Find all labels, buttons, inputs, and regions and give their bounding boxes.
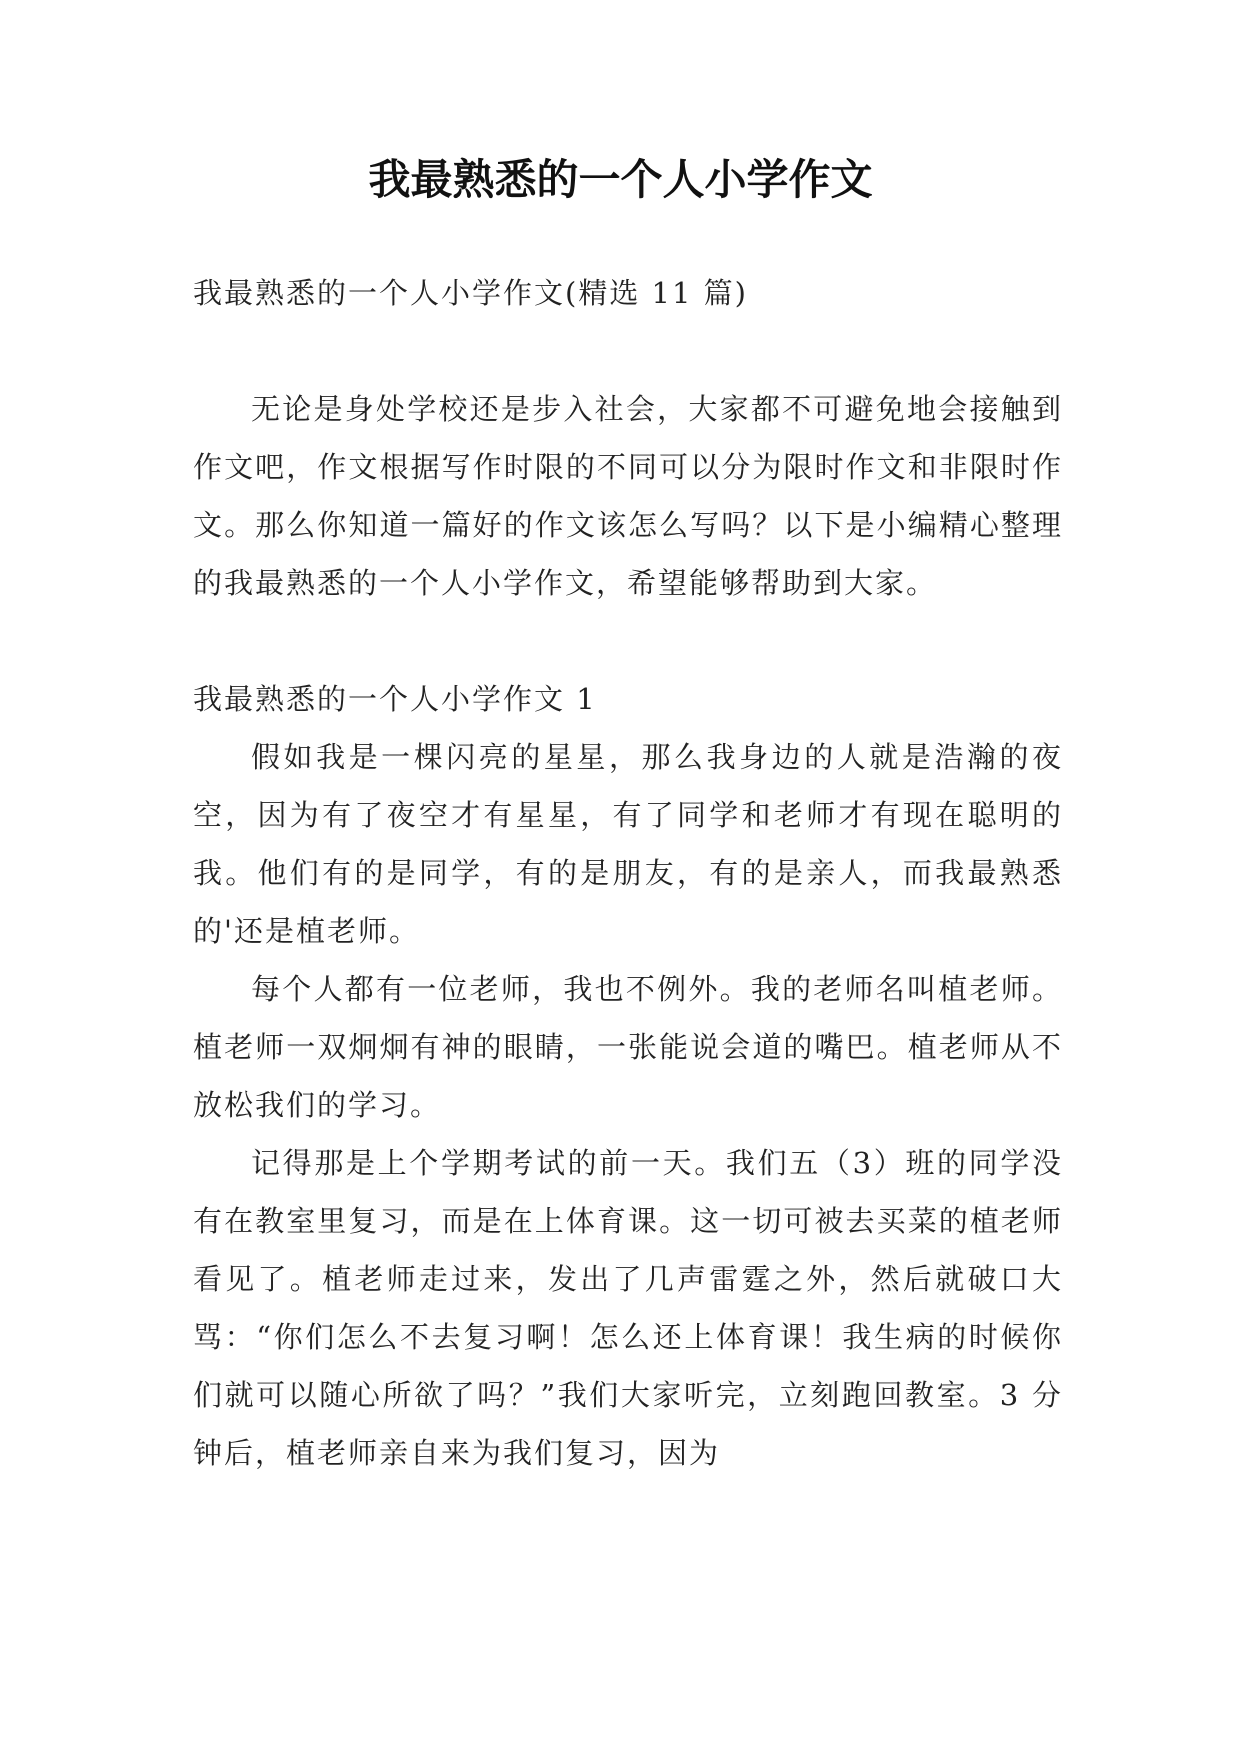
document-body: [193, 264, 1063, 1482]
body-paragraph: 记得那是上个学期考试的前一天。我们五（3）班的同学没有在教室里复习，而是在上体育课。这一切可被去买菜的植老师看见了。植老师走过来，发出了几声雷霆之外，然后就破口大骂：“你们怎么不去复习啊！怎么还上体育课！我生病的时候你们就可以随心所欲了吗？”我们大家听完，立刻跑回教室。3 分钟后，植老师亲自来为我们复习，因为: [193, 1146, 1063, 1470]
intro-paragraph: 无论是身处学校还是步入社会，大家都不可避免地会接触到作文吧，作文根据写作时限的不同可以分为限时作文和非限时作文。那么你知道一篇好的作文该怎么写吗？以下是小编精心整理的我最熟悉的一个人小学作文，希望能够帮助到大家。: [193, 392, 1063, 600]
document-title: 我最熟悉的一个人小学作文: [368, 155, 873, 204]
body-paragraph: 假如我是一棵闪亮的星星，那么我身边的人就是浩瀚的夜空，因为有了夜空才有星星，有了同学和老师才有现在聪明的我。他们有的是同学，有的是朋友，有的是亲人，而我最熟悉的'还是植老师。: [193, 740, 1063, 948]
body-paragraph: 每个人都有一位老师，我也不例外。我的老师名叫植老师。植老师一双炯炯有神的眼睛，一张能说会道的嘴巴。植老师从不放松我们的学习。: [193, 972, 1063, 1122]
document-subtitle: 我最熟悉的一个人小学作文(精选 11 篇): [193, 276, 748, 310]
section-title: 我最熟悉的一个人小学作文 1: [193, 682, 597, 716]
